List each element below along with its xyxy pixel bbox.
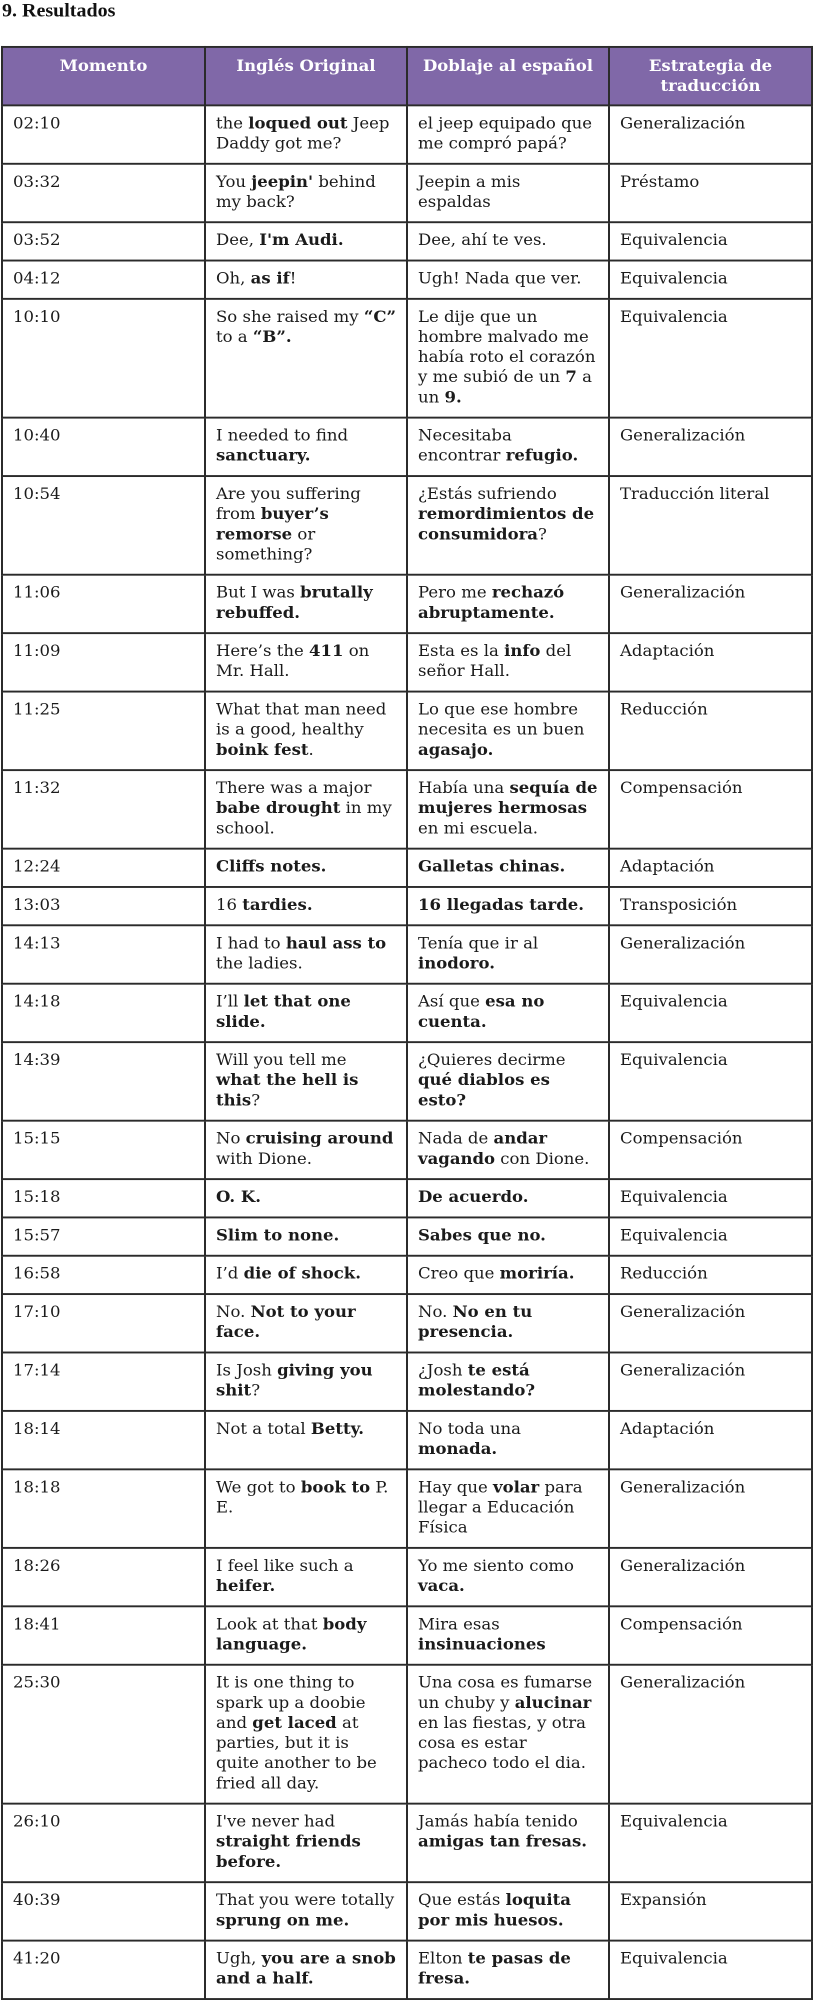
cell-momento: 18:41 xyxy=(2,1606,205,1664)
cell-estrategia: Reducción xyxy=(609,1256,812,1294)
cell-estrategia: Equivalencia xyxy=(609,1042,812,1121)
cell-momento: 14:13 xyxy=(2,925,205,983)
cell-doblaje: Había una sequía de mujeres hermosas en mi escuela. xyxy=(407,770,609,849)
cell-estrategia: Generalización xyxy=(609,418,812,476)
cell-ingles: Oh, as if! xyxy=(205,261,407,299)
cell-doblaje: Así que esa no cuenta. xyxy=(407,984,609,1042)
cell-estrategia: Compensación xyxy=(609,1121,812,1179)
table-row xyxy=(2,1882,812,1940)
cell-ingles: But I was brutally rebuffed. xyxy=(205,575,407,633)
cell-ingles: I had to haul ass to the ladies. xyxy=(205,925,407,983)
cell-momento: 26:10 xyxy=(2,1804,205,1883)
table-row xyxy=(2,105,812,163)
cell-momento: 18:18 xyxy=(2,1469,205,1548)
cell-estrategia: Expansión xyxy=(609,1882,812,1940)
cell-estrategia: Generalización xyxy=(609,1294,812,1352)
table-row xyxy=(2,692,812,771)
cell-doblaje: Le dije que un hombre malvado me había roto el corazón y me subió de un 7 a un 9. xyxy=(407,299,609,418)
table-row xyxy=(2,418,812,476)
cell-estrategia: Generalización xyxy=(609,105,812,163)
cell-momento: 18:14 xyxy=(2,1411,205,1469)
cell-momento: 14:18 xyxy=(2,984,205,1042)
cell-momento: 18:26 xyxy=(2,1548,205,1606)
cell-ingles: Slim to none. xyxy=(205,1217,407,1255)
table-row xyxy=(2,1941,812,1999)
cell-ingles: What that man need is a good, healthy boink fest. xyxy=(205,692,407,771)
cell-doblaje: Jamás había tenido amigas tan fresas. xyxy=(407,1804,609,1883)
table-row xyxy=(2,222,812,260)
header-ingles-original: Inglés Original xyxy=(205,47,407,105)
header-estrategia: Estrategia de traducción xyxy=(609,47,812,105)
table-row xyxy=(2,476,812,575)
cell-momento: 11:06 xyxy=(2,575,205,633)
cell-momento: 17:10 xyxy=(2,1294,205,1352)
cell-ingles: Dee, I'm Audi. xyxy=(205,222,407,260)
cell-doblaje: Hay que volar para llegar a Educación Física xyxy=(407,1469,609,1548)
cell-ingles: I feel like such a heifer. xyxy=(205,1548,407,1606)
cell-momento: 11:25 xyxy=(2,692,205,771)
table-row xyxy=(2,984,812,1042)
table-row xyxy=(2,1121,812,1179)
cell-estrategia: Generalización xyxy=(609,1469,812,1548)
table-row xyxy=(2,1352,812,1410)
header-doblaje: Doblaje al español xyxy=(407,47,609,105)
cell-doblaje: Lo que ese hombre necesita es un buen agasajo. xyxy=(407,692,609,771)
cell-estrategia: Equivalencia xyxy=(609,1804,812,1883)
cell-ingles: Is Josh giving you shit? xyxy=(205,1352,407,1410)
cell-doblaje: Creo que moriría. xyxy=(407,1256,609,1294)
table-row xyxy=(2,925,812,983)
cell-doblaje: el jeep equipado que me compró papá? xyxy=(407,105,609,163)
table-row xyxy=(2,1411,812,1469)
cell-estrategia: Equivalencia xyxy=(609,1217,812,1255)
cell-ingles: 16 tardies. xyxy=(205,887,407,925)
cell-ingles: O. K. xyxy=(205,1179,407,1217)
cell-ingles: So she raised my “C” to a “B”. xyxy=(205,299,407,418)
table-row xyxy=(2,1042,812,1121)
cell-estrategia: Reducción xyxy=(609,692,812,771)
cell-doblaje: Una cosa es fumarse un chuby y alucinar en las fiestas, y otra cosa es estar pacheco todo el dia. xyxy=(407,1665,609,1804)
cell-doblaje: Que estás loquita por mis huesos. xyxy=(407,1882,609,1940)
cell-ingles: You jeepin' behind my back? xyxy=(205,164,407,222)
table-row xyxy=(2,261,812,299)
table-row xyxy=(2,1256,812,1294)
cell-momento: 03:32 xyxy=(2,164,205,222)
cell-doblaje: Necesitaba encontrar refugio. xyxy=(407,418,609,476)
table-row xyxy=(2,1294,812,1352)
cell-doblaje: ¿Quieres decirme qué diablos es esto? xyxy=(407,1042,609,1121)
table-row xyxy=(2,1804,812,1883)
cell-momento: 03:52 xyxy=(2,222,205,260)
cell-estrategia: Generalización xyxy=(609,1352,812,1410)
table-row xyxy=(2,1217,812,1255)
cell-ingles: There was a major babe drought in my school. xyxy=(205,770,407,849)
cell-estrategia: Generalización xyxy=(609,1548,812,1606)
cell-estrategia: Transposición xyxy=(609,887,812,925)
cell-doblaje: Sabes que no. xyxy=(407,1217,609,1255)
cell-doblaje: 16 llegadas tarde. xyxy=(407,887,609,925)
cell-doblaje: ¿Josh te está molestando? xyxy=(407,1352,609,1410)
cell-doblaje: Yo me siento como vaca. xyxy=(407,1548,609,1606)
cell-momento: 41:20 xyxy=(2,1941,205,1999)
table-row xyxy=(2,164,812,222)
cell-ingles: I've never had straight friends before. xyxy=(205,1804,407,1883)
cell-momento: 14:39 xyxy=(2,1042,205,1121)
cell-doblaje: Elton te pasas de fresa. xyxy=(407,1941,609,1999)
table-row xyxy=(2,1469,812,1548)
cell-doblaje: Pero me rechazó abruptamente. xyxy=(407,575,609,633)
cell-momento: 12:24 xyxy=(2,849,205,887)
cell-doblaje: Esta es la info del señor Hall. xyxy=(407,633,609,691)
header-momento: Momento xyxy=(2,47,205,105)
cell-estrategia: Adaptación xyxy=(609,849,812,887)
cell-estrategia: Equivalencia xyxy=(609,261,812,299)
cell-ingles: No cruising around with Dione. xyxy=(205,1121,407,1179)
cell-momento: 25:30 xyxy=(2,1665,205,1804)
cell-momento: 04:12 xyxy=(2,261,205,299)
table-row xyxy=(2,1665,812,1804)
cell-doblaje: Tenía que ir al inodoro. xyxy=(407,925,609,983)
section-heading: 9. Resultados xyxy=(2,0,116,22)
cell-ingles: I’d die of shock. xyxy=(205,1256,407,1294)
cell-ingles: Are you suffering from buyer’s remorse or something? xyxy=(205,476,407,575)
cell-doblaje: Mira esas insinuaciones xyxy=(407,1606,609,1664)
table-row xyxy=(2,1179,812,1217)
table-row xyxy=(2,575,812,633)
table-row xyxy=(2,849,812,887)
results-table xyxy=(1,46,813,2000)
cell-momento: 13:03 xyxy=(2,887,205,925)
cell-doblaje: Ugh! Nada que ver. xyxy=(407,261,609,299)
cell-ingles: Here’s the 411 on Mr. Hall. xyxy=(205,633,407,691)
cell-doblaje: No toda una monada. xyxy=(407,1411,609,1469)
cell-doblaje: De acuerdo. xyxy=(407,1179,609,1217)
table-row xyxy=(2,1606,812,1664)
table-row xyxy=(2,633,812,691)
table-row xyxy=(2,299,812,418)
cell-estrategia: Traducción literal xyxy=(609,476,812,575)
cell-estrategia: Generalización xyxy=(609,575,812,633)
cell-ingles: Look at that body language. xyxy=(205,1606,407,1664)
cell-doblaje: Nada de andar vagando con Dione. xyxy=(407,1121,609,1179)
cell-momento: 15:15 xyxy=(2,1121,205,1179)
cell-ingles: Cliffs notes. xyxy=(205,849,407,887)
cell-doblaje: Galletas chinas. xyxy=(407,849,609,887)
cell-ingles: Will you tell me what the hell is this? xyxy=(205,1042,407,1121)
cell-doblaje: No. No en tu presencia. xyxy=(407,1294,609,1352)
cell-doblaje: Jeepin a mis espaldas xyxy=(407,164,609,222)
cell-ingles: No. Not to your face. xyxy=(205,1294,407,1352)
cell-ingles: I needed to find sanctuary. xyxy=(205,418,407,476)
cell-estrategia: Equivalencia xyxy=(609,1179,812,1217)
cell-ingles: Not a total Betty. xyxy=(205,1411,407,1469)
table-header-row xyxy=(2,47,812,105)
cell-estrategia: Generalización xyxy=(609,1665,812,1804)
cell-estrategia: Adaptación xyxy=(609,633,812,691)
cell-momento: 11:32 xyxy=(2,770,205,849)
table-row xyxy=(2,770,812,849)
cell-ingles: the loqued out Jeep Daddy got me? xyxy=(205,105,407,163)
cell-momento: 10:54 xyxy=(2,476,205,575)
cell-doblaje: Dee, ahí te ves. xyxy=(407,222,609,260)
cell-momento: 15:18 xyxy=(2,1179,205,1217)
cell-ingles: It is one thing to spark up a doobie and get laced at parties, but it is quite another to be fried all day. xyxy=(205,1665,407,1804)
cell-momento: 02:10 xyxy=(2,105,205,163)
cell-momento: 16:58 xyxy=(2,1256,205,1294)
cell-estrategia: Equivalencia xyxy=(609,984,812,1042)
cell-ingles: We got to book to P. E. xyxy=(205,1469,407,1548)
table-row xyxy=(2,887,812,925)
cell-estrategia: Equivalencia xyxy=(609,299,812,418)
cell-ingles: I’ll let that one slide. xyxy=(205,984,407,1042)
cell-momento: 15:57 xyxy=(2,1217,205,1255)
cell-estrategia: Préstamo xyxy=(609,164,812,222)
cell-momento: 17:14 xyxy=(2,1352,205,1410)
cell-momento: 40:39 xyxy=(2,1882,205,1940)
cell-estrategia: Compensación xyxy=(609,770,812,849)
cell-momento: 10:40 xyxy=(2,418,205,476)
cell-estrategia: Equivalencia xyxy=(609,1941,812,1999)
cell-ingles: Ugh, you are a snob and a half. xyxy=(205,1941,407,1999)
cell-estrategia: Compensación xyxy=(609,1606,812,1664)
cell-estrategia: Adaptación xyxy=(609,1411,812,1469)
cell-estrategia: Equivalencia xyxy=(609,222,812,260)
cell-momento: 10:10 xyxy=(2,299,205,418)
cell-ingles: That you were totally sprung on me. xyxy=(205,1882,407,1940)
table-row xyxy=(2,1548,812,1606)
cell-estrategia: Generalización xyxy=(609,925,812,983)
cell-doblaje: ¿Estás sufriendo remordimientos de consumidora? xyxy=(407,476,609,575)
cell-momento: 11:09 xyxy=(2,633,205,691)
